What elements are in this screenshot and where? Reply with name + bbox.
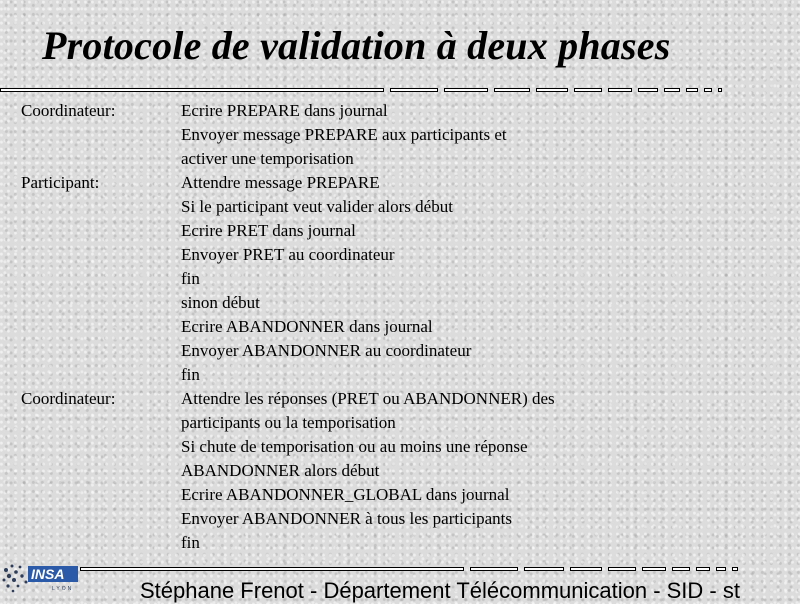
- step-row: [21, 123, 741, 147]
- step-role: [21, 243, 181, 267]
- slide-title: Protocole de validation à deux phases: [42, 23, 671, 68]
- step-text: Si chute de temporisation ou au moins une réponse: [181, 437, 528, 456]
- svg-text:INSA: INSA: [31, 566, 65, 582]
- step-text: Envoyer ABANDONNER à tous les participants: [181, 509, 512, 528]
- step-text: participants ou la temporisation: [181, 413, 396, 432]
- step-text: Envoyer ABANDONNER au coordinateur: [181, 341, 472, 360]
- step-role: [21, 195, 181, 219]
- step-row: [21, 147, 741, 171]
- step-row: [21, 219, 741, 243]
- step-role: [21, 219, 181, 243]
- step-text: ABANDONNER alors début: [181, 461, 380, 480]
- step-role: [21, 483, 181, 507]
- step-row: [21, 411, 741, 435]
- insa-logo: [0, 558, 82, 600]
- step-row: [21, 267, 741, 291]
- step-text: Ecrire PREPARE dans journal: [181, 101, 388, 120]
- step-row: [21, 243, 741, 267]
- step-row: [21, 507, 741, 531]
- step-text: Attendre les réponses (PRET ou ABANDONNER) des: [181, 389, 555, 408]
- protocol-steps: [21, 99, 741, 555]
- step-role: [21, 147, 181, 171]
- step-text: Ecrire PRET dans journal: [181, 221, 356, 240]
- title-divider: [0, 87, 728, 92]
- step-role: Coordinateur:: [21, 389, 116, 408]
- step-row: [21, 171, 741, 195]
- step-role: [21, 411, 181, 435]
- step-role: [21, 459, 181, 483]
- step-role: [21, 531, 181, 555]
- step-text: fin: [181, 269, 200, 288]
- step-text: Attendre message PREPARE: [181, 173, 380, 192]
- step-row: [21, 99, 741, 123]
- step-row: [21, 435, 741, 459]
- step-row: [21, 483, 741, 507]
- step-role: Coordinateur:: [21, 101, 116, 120]
- step-text: fin: [181, 365, 200, 384]
- step-text: fin: [181, 533, 200, 552]
- step-text: Ecrire ABANDONNER_GLOBAL dans journal: [181, 485, 510, 504]
- step-text: Envoyer PRET au coordinateur: [181, 245, 395, 264]
- step-row: [21, 195, 741, 219]
- step-text: Ecrire ABANDONNER dans journal: [181, 317, 433, 336]
- step-text: activer une temporisation: [181, 149, 354, 168]
- step-row: [21, 339, 741, 363]
- step-row: [21, 531, 741, 555]
- step-role: [21, 435, 181, 459]
- step-row: [21, 363, 741, 387]
- step-role: [21, 363, 181, 387]
- step-role: [21, 315, 181, 339]
- step-role: Participant:: [21, 173, 100, 192]
- step-role: [21, 507, 181, 531]
- step-role: [21, 123, 181, 147]
- step-row: [21, 315, 741, 339]
- step-row: [21, 387, 741, 411]
- step-role: [21, 291, 181, 315]
- step-row: [21, 291, 741, 315]
- step-row: [21, 459, 741, 483]
- svg-text:LYON: LYON: [52, 586, 74, 592]
- step-role: [21, 339, 181, 363]
- step-text: Envoyer message PREPARE aux participants et: [181, 125, 507, 144]
- step-text: Si le participant veut valider alors début: [181, 197, 453, 216]
- footer-divider: [80, 566, 744, 571]
- step-role: [21, 267, 181, 291]
- slide-footer: Stéphane Frenot - Département Télécommunication - SID - st: [140, 578, 740, 603]
- step-text: sinon début: [181, 293, 260, 312]
